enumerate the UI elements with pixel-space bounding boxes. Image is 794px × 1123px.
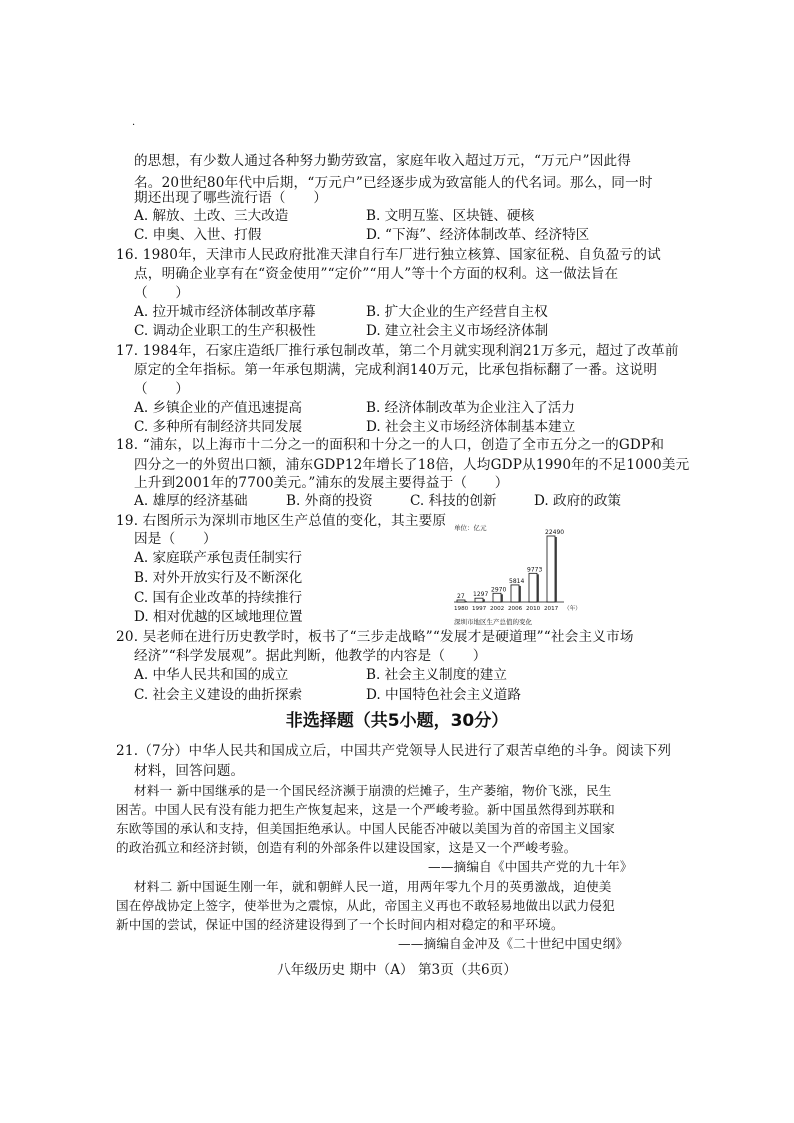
chart-category-label: 2010	[526, 606, 541, 612]
chart-value-label: 9773	[527, 566, 543, 574]
q19-option-b: B. 对外开放实行及不断深化	[134, 570, 303, 586]
chart-bar	[475, 598, 483, 602]
q16-option-a: A. 拉开城市经济体制改革序幕	[134, 304, 316, 320]
q16-option-c: C. 调动企业职工的生产积极性	[134, 323, 316, 339]
intro-option-c: C. 申奥、入世、打假	[134, 227, 262, 243]
material1-line-2: 困苦。中国人民有没有能力把生产恢复起来，这是一个严峻考验。新中国虽然得到苏联和	[116, 802, 615, 817]
chart-bar	[511, 585, 519, 602]
material2-source: ——摘编自金冲及《二十世纪中国史纲》	[398, 936, 629, 951]
chart-bar	[457, 600, 465, 602]
q17-line-2: 原定的全年指标。第一年承包期满，完成利润140万元，比承包指标翻了一番。这说明	[134, 362, 658, 378]
q18-line-1: 18. “浦东，以上海市十二分之一的面积和十分之一的人口，创造了全市五分之一的GDP和	[116, 437, 665, 453]
q20-line-1: 20. 吴老师在进行历史教学时，板书了“三步走战略”“发展才是硬道理”“社会主义市场	[116, 629, 634, 645]
q19-option-c: C. 国有企业改革的持续推行	[134, 590, 303, 606]
q18-option-b: B. 外商的投资	[286, 493, 373, 509]
q18-option-a: A. 雄厚的经济基础	[134, 493, 248, 509]
q19-option-d: D. 相对优越的区域地理位置	[134, 609, 303, 625]
q17-line-1: 17. 1984年，石家庄造纸厂推行承包制改革，第二个月就实现利润21万多元，超过了改革前	[116, 343, 679, 359]
page-footer: 八年级历史 期中（A） 第3页（共6页）	[277, 962, 517, 978]
q18-option-c: C. 科技的创新	[410, 493, 497, 509]
intro-option-b: B. 文明互鉴、区块链、硬核	[366, 208, 535, 224]
q17-option-a: A. 乡镇企业的产值迅速提高	[134, 400, 302, 416]
chart-bar	[547, 536, 555, 602]
q20-option-d: D. 中国特色社会主义道路	[366, 687, 521, 703]
q16-line-2: 点，明确企业享有在“资金使用”“定价”“用人”等十个方面的权利。这一做法旨在	[134, 266, 619, 282]
chart-category-label: 2002	[490, 606, 505, 612]
material1-line-4: 的政治孤立和经济封锁，创造有利的外部条件以建设国家，这是又一个严峻考验。	[116, 840, 577, 855]
q19-option-a: A. 家庭联产承包责任制实行	[134, 550, 302, 566]
q20-line-2: 经济”“科学发展观”。据此判断，他教学的内容是（ ）	[134, 648, 487, 664]
chart-value-label: 27	[457, 593, 465, 600]
q21-line-2: 材料，回答问题。	[134, 763, 245, 779]
chart-category-label: 2006	[508, 606, 523, 612]
q21-line-1: 21.（7分）中华人民共和国成立后，中国共产党领导人民进行了艰苦卓绝的斗争。阅读下列	[116, 743, 672, 759]
section-heading: 非选择题（共5小题，30分）	[285, 711, 509, 731]
intro-line-2: 名。20世纪80年代中后期，“万元户”已经逐步成为致富能人的代名词。那么，同一时	[134, 175, 653, 191]
q16-option-d: D. 建立社会主义市场经济体制	[366, 323, 549, 339]
material2-line-2: 国在停战协定上签字，使举世为之震惊，从此，帝国主义再也不敢轻易地做出以武力侵犯	[116, 898, 615, 913]
q17-line-3: （ ）	[134, 381, 190, 397]
scan-dot: ·	[132, 120, 136, 131]
gdp-bar-chart	[446, 512, 596, 642]
intro-line-1: 的思想，有少数人通过各种努力勤劳致富，家庭年收入超过万元，“万元户”因此得	[134, 153, 632, 169]
q19-line-1: 19. 右图所示为深圳市地区生产总值的变化，其主要原	[116, 513, 447, 529]
chart-category-label: 2017	[544, 606, 559, 612]
chart-value-label: 2970	[491, 586, 507, 594]
q17-option-b: B. 经济体制改革为企业注入了活力	[366, 400, 575, 416]
chart-unit-label: 单位：亿元	[454, 524, 487, 532]
chart-value-label: 1297	[473, 591, 489, 599]
q20-option-a: A. 中华人民共和国的成立	[134, 667, 289, 683]
q16-line-3: （ ）	[134, 285, 190, 301]
intro-line-3: 期还出现了哪些流行语（ ）	[134, 190, 328, 206]
material2-line-1: 材料二 新中国诞生刚一年，就和朝鲜人民一道，用两年零九个月的英勇激战，迫使美	[134, 879, 612, 894]
q18-option-d: D. 政府的政策	[534, 493, 622, 509]
chart-category-label: 1997	[472, 606, 487, 612]
q17-option-d: D. 社会主义市场经济体制基本建立	[366, 419, 576, 435]
gdp-chart-svg	[446, 512, 596, 642]
chart-value-label: 22490	[545, 529, 565, 536]
chart-title: 深圳市地区生产总值的变化	[454, 618, 532, 626]
chart-bar	[493, 593, 501, 602]
material1-source: ——摘编自《中国共产党的九十年》	[428, 859, 633, 874]
q17-option-c: C. 多种所有制经济共同发展	[134, 419, 303, 435]
intro-option-d: D. “下海”、经济体制改革、经济特区	[366, 227, 590, 243]
q18-line-2: 四分之一的外贸出口额，浦东GDP12年增长了18倍，人均GDP从1990年的不足1000美元	[134, 457, 690, 473]
q16-option-b: B. 扩大企业的生产经营自主权	[366, 304, 548, 320]
chart-category-label: 1980	[454, 606, 469, 612]
chart-value-label: 5814	[509, 577, 525, 585]
material2-line-3: 新中国的尝试，保证中国的经济建设得到了一个长时间内相对稳定的和平环境。	[116, 917, 564, 932]
q20-option-b: B. 社会主义制度的建立	[366, 667, 507, 683]
q20-option-c: C. 社会主义建设的曲折探索	[134, 687, 303, 703]
chart-x-unit: （年）	[564, 606, 581, 612]
material1-line-1: 材料一 新中国继承的是一个国民经济濒于崩溃的烂摊子，生产萎缩，物价飞涨，民生	[134, 783, 612, 798]
intro-option-a: A. 解放、土改、三大改造	[134, 208, 289, 224]
q19-line-2: 因是（ ）	[134, 531, 217, 547]
chart-bar	[529, 573, 537, 602]
q18-line-3: 上升到2001年的7700美元。”浦东的发展主要得益于（ ）	[134, 475, 509, 491]
q16-line-1: 16. 1980年，天津市人民政府批准天津自行车厂进行独立核算、国家征税、自负盈亏的试	[116, 247, 661, 263]
material1-line-3: 东欧等国的承认和支持，但美国拒绝承认。中国人民能否冲破以美国为首的帝国主义国家	[116, 821, 615, 836]
